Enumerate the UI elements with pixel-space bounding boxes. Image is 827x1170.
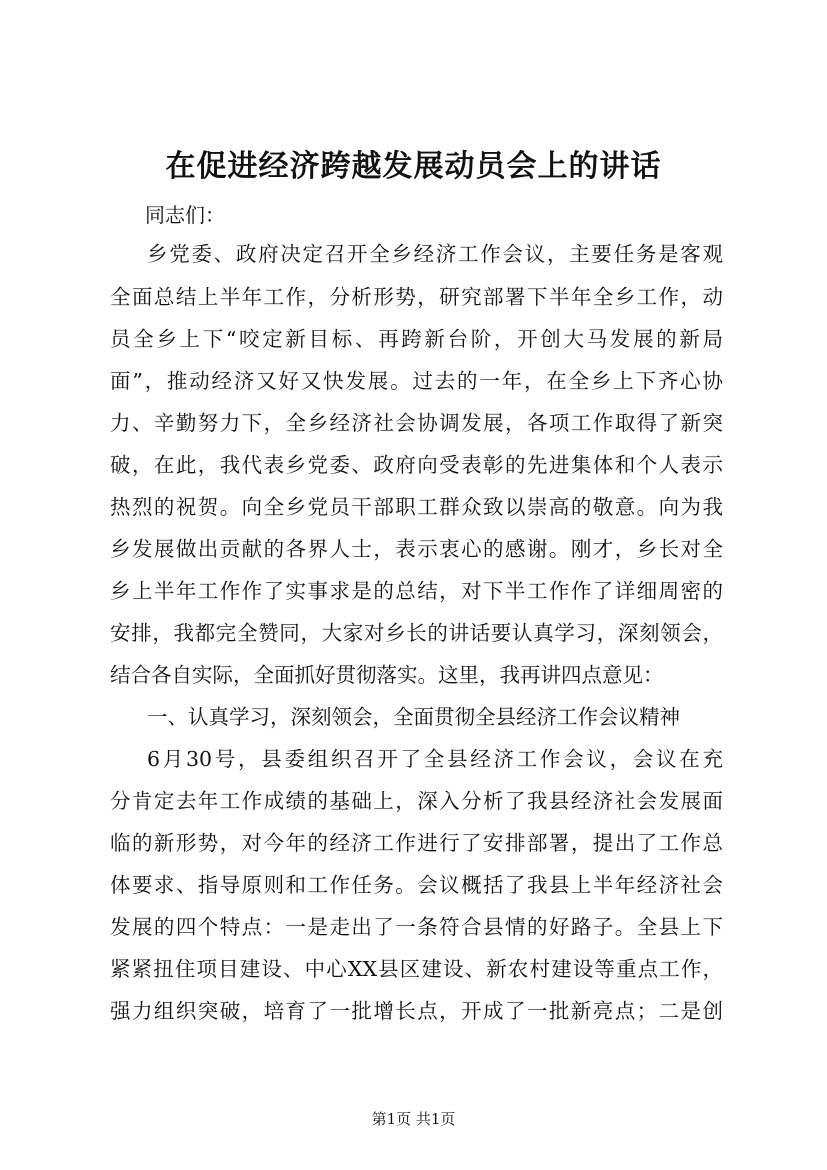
paragraph-line: 全面总结上半年工作，分析形势，研究部署下半年全乡工作，动: [110, 285, 723, 309]
paragraph-line: 分肯定去年工作成绩的基础上，深入分析了我县经济社会发展面: [110, 789, 723, 813]
section-heading: 一、认真学习，深刻领会，全面贯彻全县经济工作会议精神: [147, 705, 680, 729]
salutation: 同志们：: [145, 203, 225, 227]
paragraph-line: 安排，我都完全赞同，大家对乡长的讲话要认真学习，深刻领会，: [110, 621, 723, 645]
document-title: 在促进经济跨越发展动员会上的讲话: [165, 149, 662, 184]
paragraph-line: 破，在此，我代表乡党委、政府向受表彰的先进集体和个人表示: [110, 453, 723, 477]
paragraph-line: 乡上半年工作作了实事求是的总结，对下半工作作了详细周密的: [110, 579, 723, 603]
paragraph-line: 面”，推动经济又好又快发展。过去的一年，在全乡上下齐心协: [110, 369, 723, 393]
paragraph-line: 结合各自实际，全面抓好贯彻落实。这里，我再讲四点意见：: [110, 663, 664, 687]
paragraph-line: 强力组织突破，培育了一批增长点，开成了一批新亮点；二是创: [110, 999, 723, 1023]
paragraph-line: 6月30号，县委组织召开了全县经济工作会议，会议在充: [147, 747, 723, 771]
paragraph-line: 员全乡上下“咬定新目标、再跨新台阶，开创大马发展的新局: [110, 327, 723, 351]
page-footer: 第1页 共1页: [371, 1110, 456, 1128]
paragraph-line: 乡发展做出贡献的各界人士，表示衷心的感谢。刚才，乡长对全: [110, 537, 723, 561]
paragraph-line: 体要求、指导原则和工作任务。会议概括了我县上半年经济社会: [110, 873, 723, 897]
paragraph-line: 紧紧扭住项目建设、中心XX县区建设、新农村建设等重点工作，: [110, 957, 723, 981]
paragraph-line: 发展的四个特点：一是走出了一条符合县情的好路子。全县上下: [110, 915, 723, 939]
paragraph-line: 临的新形势，对今年的经济工作进行了安排部署，提出了工作总: [110, 831, 723, 855]
paragraph-line: 热烈的祝贺。向全乡党员干部职工群众致以崇高的敬意。向为我: [110, 495, 723, 519]
paragraph-line: 乡党委、政府决定召开全乡经济工作会议，主要任务是客观: [147, 242, 723, 266]
paragraph-line: 力、辛勤努力下，全乡经济社会协调发展，各项工作取得了新突: [110, 411, 723, 435]
